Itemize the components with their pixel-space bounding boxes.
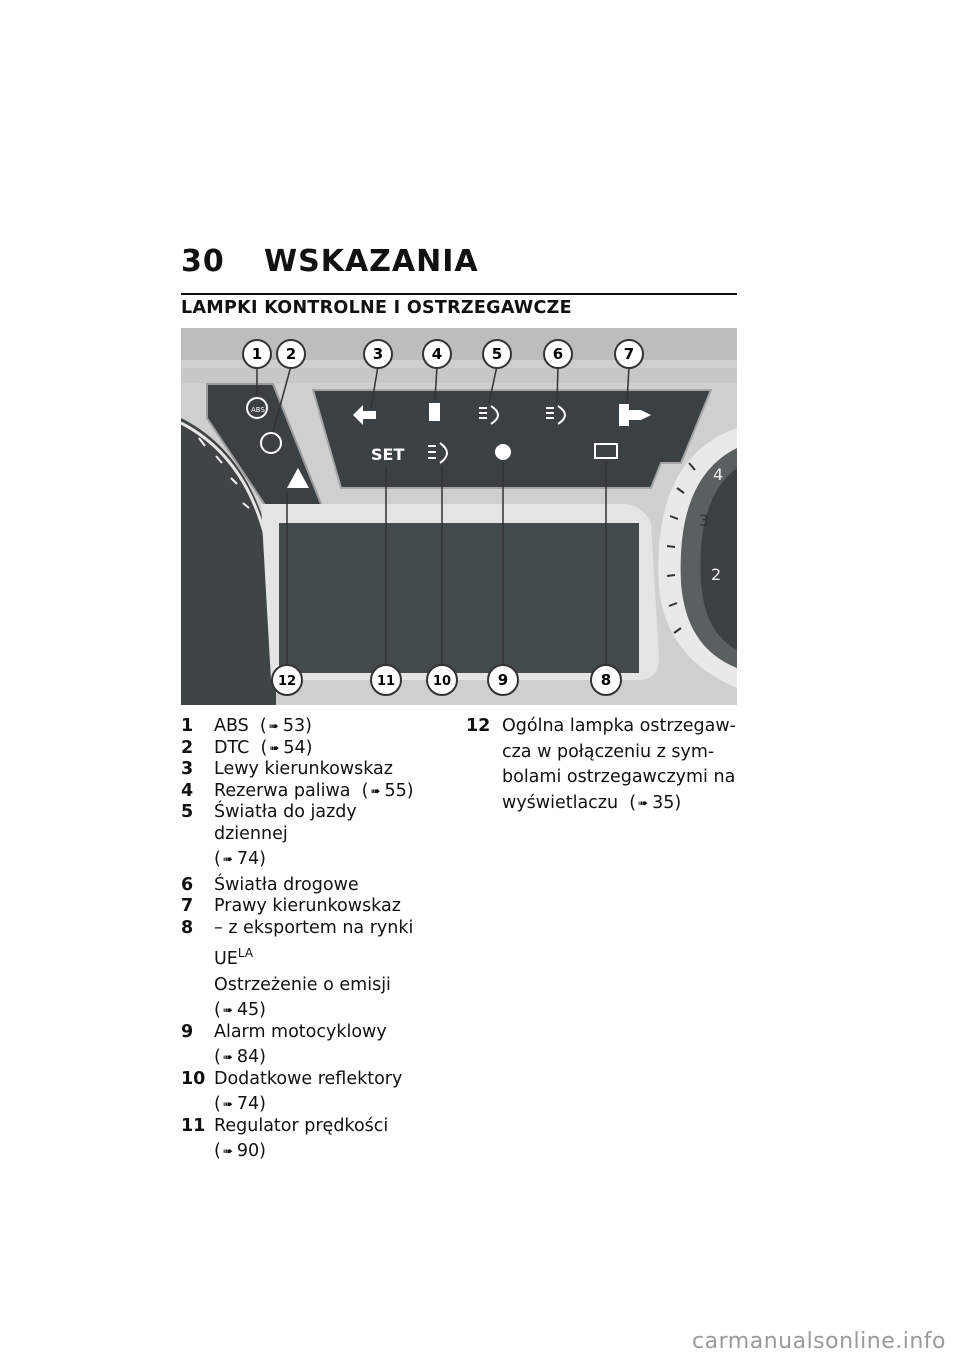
callout-8: 8 bbox=[600, 671, 612, 689]
callout-12: 12 bbox=[277, 674, 297, 689]
page-ref-arrow-icon: ➠ bbox=[222, 1144, 233, 1158]
list-item: 5 Światła do jazdy dziennej ( ➠ 74) bbox=[181, 802, 357, 869]
callout-6: 6 bbox=[552, 345, 564, 363]
callout-2: 2 bbox=[285, 345, 297, 363]
gauge-number-2: 2 bbox=[711, 565, 722, 584]
cluster-illustration bbox=[181, 328, 737, 705]
callout-9: 9 bbox=[497, 671, 509, 689]
list-item: 1 ABS ( ➠ 53) bbox=[181, 716, 312, 736]
gauge-number-4: 4 bbox=[713, 465, 724, 484]
page-ref-arrow-icon: ➠ bbox=[222, 852, 233, 866]
chapter-title: WSKAZANIA bbox=[264, 244, 479, 279]
legend-list-right bbox=[466, 716, 741, 814]
callout-7: 7 bbox=[623, 345, 635, 363]
list-item: 3 Lewy kierunkowskaz bbox=[181, 759, 393, 779]
svg-text:ABS: ABS bbox=[251, 406, 265, 414]
list-item: 2 DTC ( ➠ 54) bbox=[181, 737, 313, 758]
list-item: 10 Dodatkowe reflektory ( ➠ 74) bbox=[181, 1068, 403, 1114]
callout-3: 3 bbox=[372, 345, 384, 363]
page-ref-arrow-icon: ➠ bbox=[222, 1003, 233, 1017]
list-item: 9 Alarm motocyklowy ( ➠ 84) bbox=[181, 1021, 387, 1067]
instrument-cluster-figure bbox=[181, 328, 737, 705]
list-item: 6 Światła drogowe bbox=[181, 874, 359, 895]
page-number: 30 bbox=[181, 244, 225, 279]
page-ref-arrow-icon: ➠ bbox=[269, 740, 280, 755]
page-ref-arrow-icon: ➠ bbox=[268, 719, 279, 733]
set-icon: SET bbox=[371, 445, 405, 464]
page-ref-arrow-icon: ➠ bbox=[370, 783, 381, 798]
list-item: 12 Ogólna lampka ostrzegaw- cza w połączeniu z sym- bolami ostrzegawczymi na wyświetlaczu ( ➠ 35) bbox=[466, 716, 736, 813]
gauge-number-3: 3 bbox=[699, 511, 710, 530]
fuel-icon bbox=[429, 403, 440, 421]
section-title: LAMPKI KONTROLNE I OSTRZEGAWCZE bbox=[181, 298, 572, 318]
callout-11: 11 bbox=[376, 674, 396, 689]
list-item: 8 – z eksportem na rynki $UE^{LA}$ Ostrzeżenie o emisji ( ➠ 45) bbox=[181, 917, 414, 1020]
callout-4: 4 bbox=[431, 345, 443, 363]
callout-10: 10 bbox=[432, 674, 452, 689]
alarm-icon bbox=[495, 444, 511, 460]
list-item: 11 Regulator prędkości ( ➠ 90) bbox=[181, 1115, 389, 1161]
list-item: 4 Rezerwa paliwa ( ➠ 55) bbox=[181, 780, 414, 801]
page-ref-arrow-icon: ➠ bbox=[638, 795, 649, 810]
watermark[interactable]: carmanualsonline.info bbox=[692, 1329, 946, 1354]
callout-5: 5 bbox=[491, 345, 503, 363]
page-ref-arrow-icon: ➠ bbox=[222, 1050, 233, 1064]
legend-list-left bbox=[181, 716, 436, 1163]
list-item: 7 Prawy kierunkowskaz bbox=[181, 896, 401, 916]
header-rule bbox=[181, 293, 737, 295]
page-ref-arrow-icon: ➠ bbox=[222, 1097, 233, 1111]
callout-1: 1 bbox=[251, 345, 263, 363]
